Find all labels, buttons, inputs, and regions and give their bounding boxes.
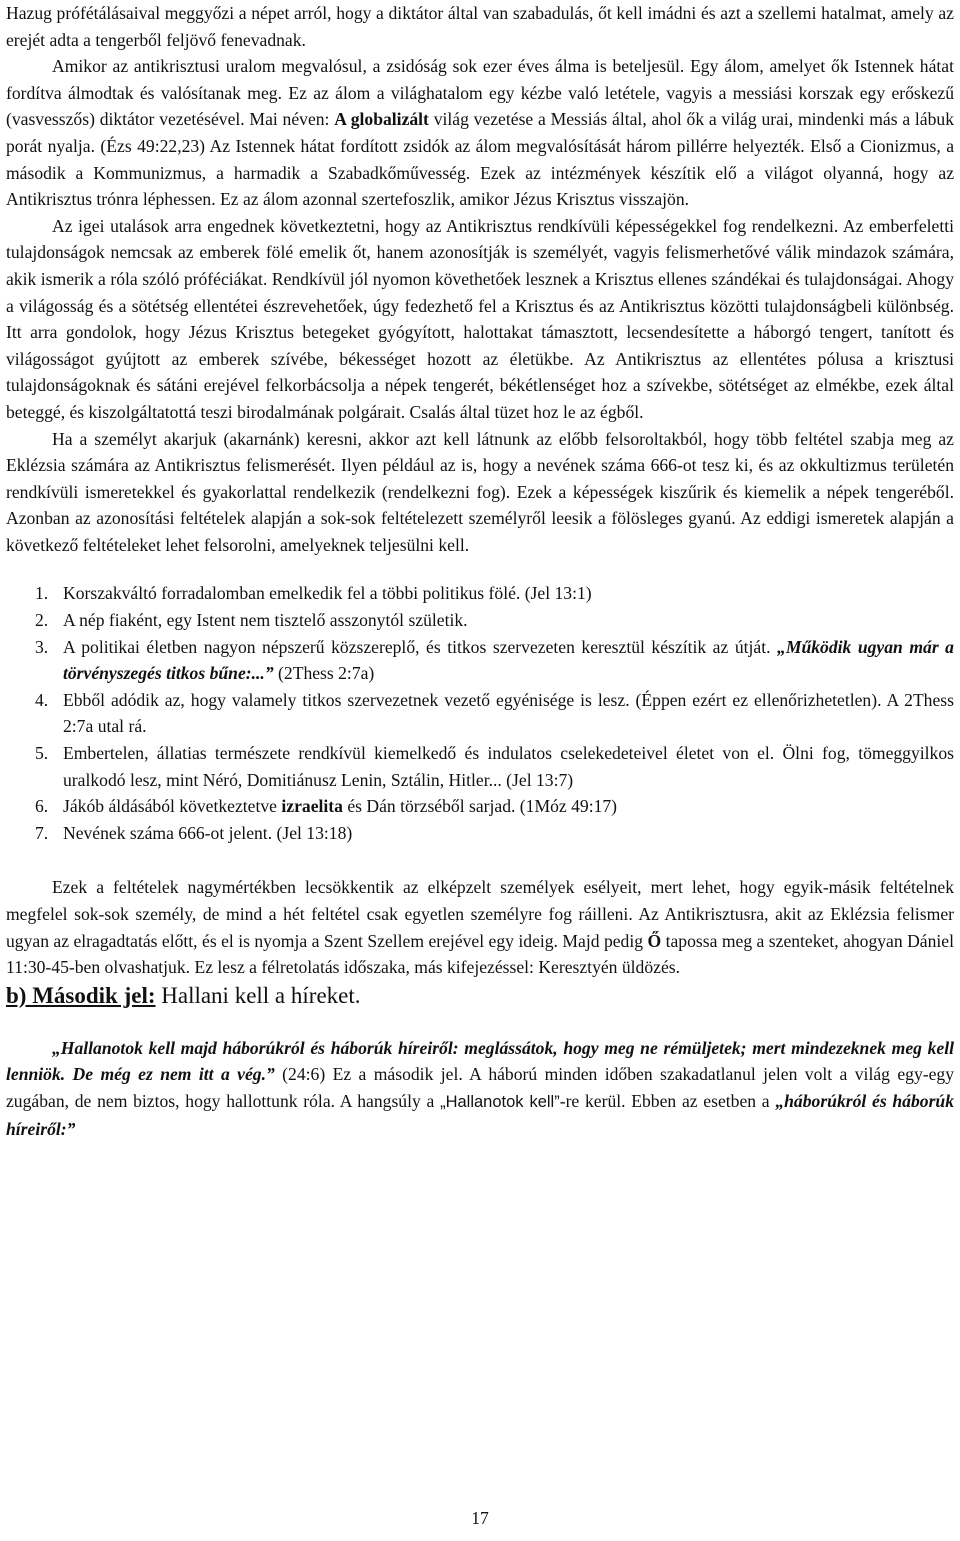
list-item <box>6 740 954 793</box>
list-item-number: 5. <box>35 743 49 764</box>
list-item-number: 4. <box>35 689 49 710</box>
text-segment: világ vezetése a Messiás által, ahol ők a világ urai, mindenki más a lábuk porát nyalja. (Ézs 49:22,23) Az Istennek hátat fordított zsidók az álom megvalósítását három pillérre helyezték. Első a Cionizmus, a második a Kommunizmus, a harmadik a Szabadkőművesség. Ezek az intézmények készítik elő a világot olyanná, hogy az Antikrisztus trónra léphessen. Ez az álom azonnal szertefoszlik, amikor Jézus Krisztus visszajön. <box>6 109 954 210</box>
conditions-list <box>6 580 954 846</box>
list-item-number: 2. <box>35 610 49 631</box>
text-segment: tapossa meg a szenteket, ahogyan Dániel 11:30-45-ben olvashatjuk. Ez lesz a félretolatás időszaka, más kifejezéssel: Keresztyén üldözés. <box>6 930 954 978</box>
list-item-number: 6. <box>35 796 49 817</box>
list-item <box>6 634 954 687</box>
quote-matthew: „Hallanotok kell majd háborúkról és háborúk híreiről: meglássátok, hogy meg ne rémüljetek; mert mindezeknek meg kell lenniök. De még ez nem itt a vég.” <box>6 1037 954 1085</box>
list-item-text: A nép fiaként, egy Istent nem tisztelő asszonytól születik. <box>63 610 468 631</box>
list-item-text: Ebből adódik az, hogy valamely titkos szervezetnek vezető egyénisége is lesz. (Éppen ezért ez ellenőrizhetetlen). A 2Thess 2:7a utal rá. <box>63 689 954 737</box>
paragraph-abilities: Az igei utalások arra engednek következtetni, hogy az Antikrisztus rendkívüli képességekkel fog rendelkezni. Az emberfeletti tulajdonságok nemcsak az emberek fölé emelik őt, hanem azonosítják is személyét, vagyis felismerhetővé válik mindazok számára, akik ismerik a róla szóló próféciákat. Rendkívül jól nyomon követhetőek lesznek a Krisztus ellenes szándékai és tulajdonságai. Ahogy a világosság és a sötétség ellentétei észrevehetőek, úgy fedezhető fel a Krisztus és az Antikrisztus közötti tulajdonságbeli különbség. Itt arra gondolok, hogy Jézus Krisztus betegeket gyógyított, halottakat támasztott, lecsendesítette a háborgó tengert, tanított és világosságot gyújtott az emberek szívébe, békességet hozott az életükbe. Az Antikrisztus az ellentétes pólusa a krisztusi tulajdonságoknak és sátáni erejével felkorbácsolja a népek tengerét, békétlenséget hoz a szívekbe, sötétséget az elmékbe, ezek által beteggé, és kiszolgáltatottá teszi birodalmának polgárait. Csalás által tüzet hoz le az égből. <box>6 215 954 422</box>
list-item-text: A politikai életben nagyon népszerű közszereplő, és titkos szervezeten keresztül készítik az útját. <box>63 636 778 657</box>
text-segment: -re kerül. Ebben az esetben a <box>559 1090 776 1111</box>
list-item-number: 7. <box>35 822 49 843</box>
section-heading <box>6 981 954 1011</box>
list-item <box>6 607 954 634</box>
paragraph-identification: Ha a személyt akarjuk (akarnánk) keresni, akkor azt kell látnunk az előbb felsoroltakból, hogy több feltétel szabja meg az Eklézsia számára az Antikrisztus felismerését. Ilyen például az is, hogy a nevének száma 666-ot tesz ki, és az okkultizmus területén rendkívüli ismeretekkel és gyakorlattal rendelkezik (rendelkezni fog). Ezek a képességek kiszűrik és kiemelik a népek tengeréből. Azonban az azonosítási feltételek alapján a sok-sok feltételezett személyről leesik a fölösleges gyanú. Az eddigi ismeretek alapján a következő feltételeket lehet felsorolni, amelyeknek teljesülni kell. <box>6 428 954 555</box>
quoted-phrase: „Hallanotok kell” <box>440 1092 560 1111</box>
list-item-text: Embertelen, állatias természete rendkívül kiemelkedő és indulatos cselekedeteivel életet von el. Ölni fog, tömeggyilkos uralkodó lesz, mint Néró, Domitiánusz Lenin, Sztálin, Hitler... (Jel 13:7) <box>63 743 954 790</box>
quote-2thess: „Működik ugyan már a törvényszegés titkos bűne:...” <box>63 636 954 684</box>
paragraph-second-sign <box>6 1035 954 1142</box>
list-item-text: (2Thess 2:7a) <box>273 663 375 684</box>
text-segment: Ezek a feltételek nagymértékben lecsökkentik az elképzelt személyek esélyeit, mert lehet, hogy egyik-másik feltételnek megfelel sok-sok személy, de mind a hét feltétel csak egyetlen személyre fog ráilleni. Az Antikrisztusra, akit az Eklézsia felismer ugyan az elragadtatás előtt, és el is nyomja a Szent Szellem erejével egy ideig. Majd pedig <box>6 877 954 951</box>
section-label: b) Második jel: <box>6 982 156 1008</box>
list-item-number: 1. <box>35 583 49 604</box>
paragraph-antichrist-rule <box>6 53 954 213</box>
list-item-text: Nevének száma 666-ot jelent. (Jel 13:18) <box>63 822 353 843</box>
list-item <box>6 820 954 847</box>
list-item <box>6 793 954 820</box>
page-number: 17 <box>471 1508 489 1528</box>
list-item-text: Korszakváltó forradalomban emelkedik fel a többi politikus fölé. (Jel 13:1) <box>63 583 592 604</box>
bold-term-israelite: izraelita <box>281 796 343 817</box>
paragraph-intro: Hazug prófétálásaival meggyőzi a népet arról, hogy a diktátor által van szabadulás, őt kell imádni és azt a szellemi hatalmat, amely az erejét adta a tengerből feljövő fenevadnak. <box>6 3 954 50</box>
quote-wars: „háborúkról és háborúk híreiről:” <box>6 1090 955 1139</box>
bold-pronoun: Ő <box>647 930 662 951</box>
paragraph-after-list <box>6 874 954 980</box>
text-segment: (24:6) Ez a második jel. A háború minden időben szakadatlanul jelen volt a világ egy-egy zugában, de nem biztos, hogy hallottunk róla. A hangsúly a <box>6 1064 954 1111</box>
text-segment: Amikor az antikrisztusi uralom megvalósul, a zsidóság sok ezer éves álma is beteljesül. Egy álom, amelyet ők Istennek hátat fordítva álmodtak és valósítanak meg. Ez az álom a világhatalom egy kézbe való letétele, vagyis a messiási korszak egy erőskezű (vasvesszős) diktátor vezetésével. Mai néven: <box>6 56 954 130</box>
bold-term-globalized: A globalizált <box>334 109 429 130</box>
section-title: Hallani kell a híreket. <box>155 982 361 1008</box>
document-page <box>6 0 954 1142</box>
list-item-number: 3. <box>35 636 49 657</box>
list-item-text: Jákób áldásából következtetve <box>63 796 282 817</box>
list-item-text: és Dán törzséből sarjad. (1Móz 49:17) <box>342 796 618 817</box>
list-item <box>6 687 954 740</box>
list-item <box>6 580 954 607</box>
